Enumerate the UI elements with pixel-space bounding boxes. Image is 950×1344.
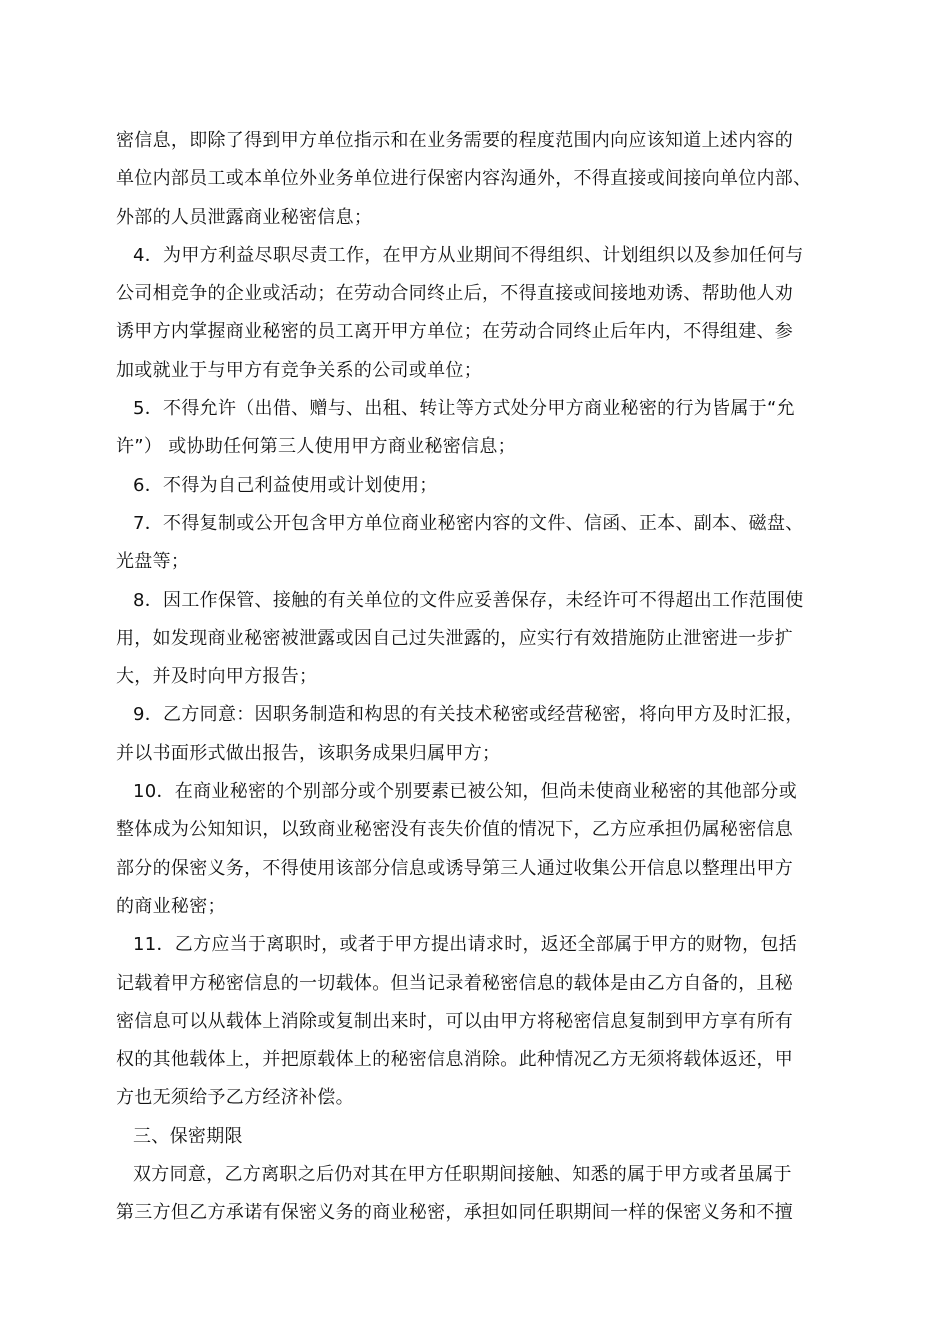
text-line: 记载着甲方秘密信息的一切载体。但当记录着秘密信息的载体是由乙方自备的，且秘 — [116, 972, 794, 994]
text-line: 的商业秘密； — [116, 895, 226, 917]
text-line: 三、保密期限 — [133, 1125, 243, 1147]
document-body — [116, 122, 838, 1233]
text-line: 第三方但乙方承诺有保密义务的商业秘密，承担如同任职期间一样的保密义务和不擅 — [116, 1202, 794, 1224]
text-line: 并以书面形式做出报告，该职务成果归属甲方； — [116, 742, 501, 764]
text-line: 许”） 或协助任何第三人使用甲方商业秘密信息； — [116, 436, 516, 458]
text-line: 10．在商业秘密的个别部分或个别要素已被公知，但尚未使商业秘密的其他部分或 — [133, 781, 798, 803]
text-line: 单位内部员工或本单位外业务单位进行保密内容沟通外，不得直接或间接向单位内部、 — [116, 168, 812, 190]
text-line: 11．乙方应当于离职时，或者于甲方提出请求时，返还全部属于甲方的财物，包括 — [133, 934, 798, 956]
text-line: 8．因工作保管、接触的有关单位的文件应妥善保存，未经许可不得超出工作范围使 — [133, 589, 804, 611]
text-line: 6．不得为自己利益使用或计划使用； — [133, 474, 438, 496]
text-line: 部分的保密义务，不得使用该部分信息或诱导第三人通过收集公开信息以整理出甲方 — [116, 857, 794, 879]
text-line: 7．不得复制或公开包含甲方单位商业秘密内容的文件、信函、正本、副本、磁盘、 — [133, 512, 804, 534]
text-line: 5．不得允许（出借、赠与、出租、转让等方式处分甲方商业秘密的行为皆属于“允 — [133, 398, 795, 420]
text-line: 权的其他载体上，并把原载体上的秘密信息消除。此种情况乙方无须将载体返还，甲 — [116, 1049, 794, 1071]
text-line: 公司相竞争的企业或活动；在劳动合同终止后，不得直接或间接地劝诱、帮助他人劝 — [116, 283, 794, 305]
text-line: 光盘等； — [116, 551, 190, 573]
text-line: 整体成为公知知识，以致商业秘密没有丧失价值的情况下，乙方应承担仍属秘密信息 — [116, 819, 794, 841]
text-line: 外部的人员泄露商业秘密信息； — [116, 206, 373, 228]
text-line: 4．为甲方利益尽职尽责工作，在甲方从业期间不得组织、计划组织以及参加任何与 — [133, 244, 804, 266]
text-line: 用，如发现商业秘密被泄露或因自己过失泄露的，应实行有效措施防止泄密进一步扩 — [116, 627, 794, 649]
text-line: 方也无须给予乙方经济补偿。 — [116, 1087, 354, 1109]
text-line: 诱甲方内掌握商业秘密的员工离开甲方单位；在劳动合同终止后年内，不得组建、参 — [116, 321, 794, 343]
text-line: 9．乙方同意：因职务制造和构思的有关技术秘密或经营秘密，将向甲方及时汇报， — [133, 704, 804, 726]
text-line: 密信息，即除了得到甲方单位指示和在业务需要的程度范围内向应该知道上述内容的 — [116, 130, 794, 151]
text-line: 双方同意，乙方离职之后仍对其在甲方任职期间接触、知悉的属于甲方或者虽属于 — [133, 1164, 792, 1186]
text-line: 加或就业于与甲方有竞争关系的公司或单位； — [116, 359, 482, 381]
text-line: 大，并及时向甲方报告； — [116, 666, 318, 688]
text-line: 密信息可以从载体上消除或复制出来时，可以由甲方将秘密信息复制到甲方享有所有 — [116, 1010, 794, 1032]
